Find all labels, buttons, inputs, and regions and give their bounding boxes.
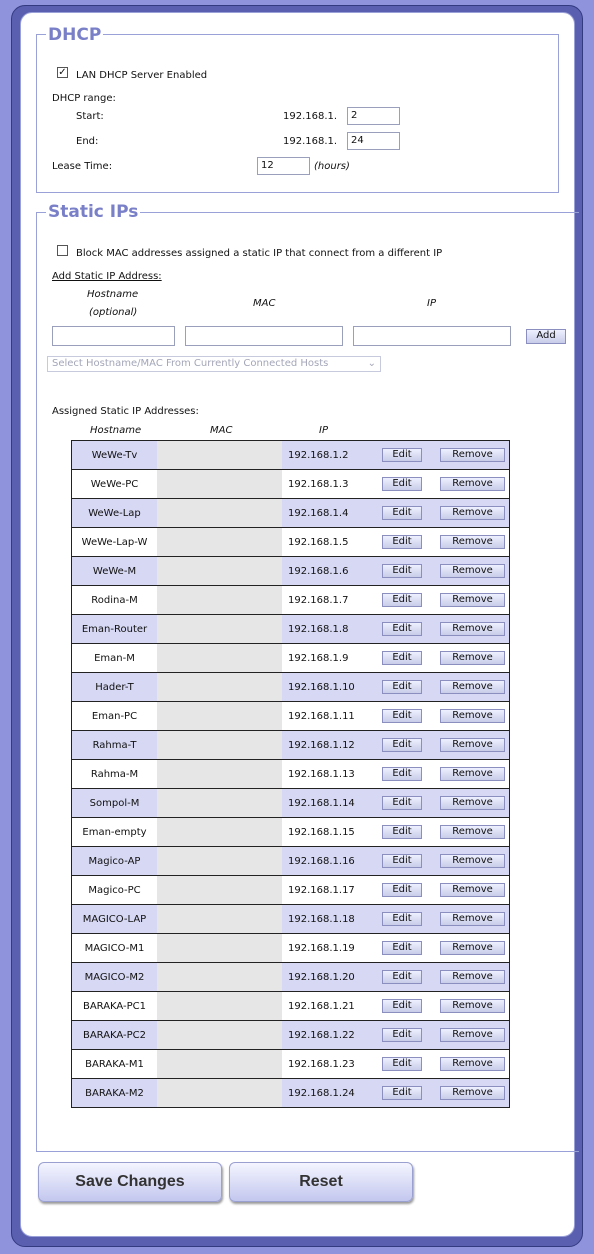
edit-button[interactable]: Edit	[382, 1086, 422, 1100]
table-row	[72, 528, 510, 557]
row-hostname: BARAKA-M2	[72, 1079, 158, 1108]
edit-button[interactable]: Edit	[382, 593, 422, 607]
row-actions	[376, 673, 510, 702]
row-actions	[376, 702, 510, 731]
table-row	[72, 702, 510, 731]
table-row	[72, 789, 510, 818]
edit-button[interactable]: Edit	[382, 738, 422, 752]
table-header-mac: MAC	[210, 425, 233, 436]
remove-button[interactable]: Remove	[440, 999, 505, 1013]
table-row	[72, 441, 510, 470]
remove-button[interactable]: Remove	[440, 825, 505, 839]
row-hostname: MAGICO-LAP	[72, 905, 158, 934]
table-row	[72, 731, 510, 760]
edit-button[interactable]: Edit	[382, 506, 422, 520]
row-actions	[376, 499, 510, 528]
row-ip: 192.168.1.20	[282, 963, 376, 992]
row-mac	[157, 818, 282, 847]
dhcp-enabled-checkbox[interactable]: ✓	[58, 67, 67, 78]
remove-button[interactable]: Remove	[440, 506, 505, 520]
row-hostname: Eman-PC	[72, 702, 158, 731]
save-changes-button[interactable]: Save Changes	[38, 1162, 222, 1202]
remove-button[interactable]: Remove	[440, 941, 505, 955]
row-hostname: Magico-PC	[72, 876, 158, 905]
remove-button[interactable]: Remove	[440, 651, 505, 665]
row-ip: 192.168.1.2	[282, 441, 376, 470]
edit-button[interactable]: Edit	[382, 970, 422, 984]
remove-button[interactable]: Remove	[440, 535, 505, 549]
block-mac-checkbox[interactable]	[57, 245, 68, 256]
new-mac-input[interactable]	[185, 326, 343, 346]
table-row	[72, 586, 510, 615]
table-row	[72, 499, 510, 528]
dhcp-end-prefix: 192.168.1.	[283, 136, 338, 147]
row-mac	[157, 673, 282, 702]
table-row	[72, 905, 510, 934]
row-ip: 192.168.1.8	[282, 615, 376, 644]
ip-column-label: IP	[427, 298, 436, 309]
dhcp-start-input[interactable]: 2	[347, 107, 400, 125]
reset-button[interactable]: Reset	[229, 1162, 413, 1202]
row-actions	[376, 934, 510, 963]
row-ip: 192.168.1.18	[282, 905, 376, 934]
row-ip: 192.168.1.5	[282, 528, 376, 557]
row-actions	[376, 470, 510, 499]
table-row	[72, 470, 510, 499]
row-mac	[157, 1021, 282, 1050]
table-row	[72, 992, 510, 1021]
hostname-optional-label: (optional)	[89, 307, 138, 318]
row-hostname: Eman-empty	[72, 818, 158, 847]
row-hostname: WeWe-Tv	[72, 441, 158, 470]
edit-button[interactable]: Edit	[382, 477, 422, 491]
row-ip: 192.168.1.15	[282, 818, 376, 847]
row-mac	[157, 789, 282, 818]
edit-button[interactable]: Edit	[382, 825, 422, 839]
remove-button[interactable]: Remove	[440, 883, 505, 897]
row-mac	[157, 1079, 282, 1108]
dhcp-enabled-label: LAN DHCP Server Enabled	[76, 70, 208, 81]
row-hostname: Rahma-M	[72, 760, 158, 789]
table-row	[72, 673, 510, 702]
row-ip: 192.168.1.11	[282, 702, 376, 731]
row-actions	[376, 644, 510, 673]
remove-button[interactable]: Remove	[440, 796, 505, 810]
row-ip: 192.168.1.24	[282, 1079, 376, 1108]
dhcp-legend: DHCP	[48, 25, 102, 45]
remove-button[interactable]: Remove	[440, 477, 505, 491]
row-mac	[157, 876, 282, 905]
row-hostname: Sompol-M	[72, 789, 158, 818]
edit-button[interactable]: Edit	[382, 535, 422, 549]
remove-button[interactable]: Remove	[440, 767, 505, 781]
row-hostname: MAGICO-M2	[72, 963, 158, 992]
remove-button[interactable]: Remove	[440, 448, 505, 462]
chevron-down-icon: ⌄	[367, 358, 376, 369]
remove-button[interactable]: Remove	[440, 738, 505, 752]
row-hostname: Hader-T	[72, 673, 158, 702]
edit-button[interactable]: Edit	[382, 709, 422, 723]
add-static-ip-title: Add Static IP Address:	[52, 271, 162, 282]
table-row	[72, 1079, 510, 1108]
row-ip: 192.168.1.23	[282, 1050, 376, 1079]
row-ip: 192.168.1.7	[282, 586, 376, 615]
row-mac	[157, 934, 282, 963]
edit-button[interactable]: Edit	[382, 1028, 422, 1042]
add-button[interactable]: Add	[526, 329, 566, 344]
row-ip: 192.168.1.16	[282, 847, 376, 876]
edit-button[interactable]: Edit	[382, 622, 422, 636]
remove-button[interactable]: Remove	[440, 709, 505, 723]
dhcp-end-input[interactable]: 24	[347, 132, 400, 150]
static-ips-legend: Static IPs	[48, 202, 139, 222]
row-actions	[376, 557, 510, 586]
row-actions	[376, 963, 510, 992]
row-actions	[376, 847, 510, 876]
row-ip: 192.168.1.13	[282, 760, 376, 789]
remove-button[interactable]: Remove	[440, 970, 505, 984]
row-ip: 192.168.1.12	[282, 731, 376, 760]
table-row	[72, 760, 510, 789]
row-mac	[157, 702, 282, 731]
new-ip-input[interactable]	[353, 326, 511, 346]
row-mac	[157, 615, 282, 644]
row-hostname: BARAKA-PC1	[72, 992, 158, 1021]
row-mac	[157, 557, 282, 586]
row-actions	[376, 876, 510, 905]
edit-button[interactable]: Edit	[382, 854, 422, 868]
block-mac-label: Block MAC addresses assigned a static IP that connect from a different IP	[76, 248, 443, 259]
row-hostname: Magico-AP	[72, 847, 158, 876]
row-mac	[157, 992, 282, 1021]
dhcp-range-label: DHCP range:	[52, 93, 116, 104]
table-row	[72, 963, 510, 992]
row-actions	[376, 441, 510, 470]
edit-button[interactable]: Edit	[382, 564, 422, 578]
edit-button[interactable]: Edit	[382, 912, 422, 926]
connected-hosts-select[interactable]	[47, 356, 381, 372]
edit-button[interactable]: Edit	[382, 680, 422, 694]
row-actions	[376, 992, 510, 1021]
edit-button[interactable]: Edit	[382, 941, 422, 955]
row-ip: 192.168.1.10	[282, 673, 376, 702]
row-mac	[157, 847, 282, 876]
row-ip: 192.168.1.17	[282, 876, 376, 905]
static-ip-table	[71, 440, 510, 1108]
dhcp-start-label: Start:	[76, 111, 104, 122]
row-actions	[376, 1021, 510, 1050]
row-ip: 192.168.1.22	[282, 1021, 376, 1050]
row-mac	[157, 731, 282, 760]
edit-button[interactable]: Edit	[382, 883, 422, 897]
row-hostname: WeWe-PC	[72, 470, 158, 499]
edit-button[interactable]: Edit	[382, 651, 422, 665]
edit-button[interactable]: Edit	[382, 796, 422, 810]
row-mac	[157, 586, 282, 615]
row-hostname: Rahma-T	[72, 731, 158, 760]
row-actions	[376, 818, 510, 847]
row-mac	[157, 499, 282, 528]
table-row	[72, 876, 510, 905]
table-row	[72, 644, 510, 673]
row-ip: 192.168.1.6	[282, 557, 376, 586]
row-hostname: Eman-Router	[72, 615, 158, 644]
row-mac	[157, 644, 282, 673]
new-hostname-input[interactable]	[52, 326, 175, 346]
remove-button[interactable]: Remove	[440, 854, 505, 868]
row-mac	[157, 760, 282, 789]
table-header-hostname: Hostname	[90, 425, 142, 436]
row-actions	[376, 760, 510, 789]
remove-button[interactable]: Remove	[440, 1028, 505, 1042]
row-mac	[157, 470, 282, 499]
edit-button[interactable]: Edit	[382, 1057, 422, 1071]
edit-button[interactable]: Edit	[382, 767, 422, 781]
table-row	[72, 1050, 510, 1079]
table-row	[72, 615, 510, 644]
lease-time-label: Lease Time:	[52, 161, 113, 172]
row-mac	[157, 528, 282, 557]
table-row	[72, 557, 510, 586]
row-actions	[376, 528, 510, 557]
remove-button[interactable]: Remove	[440, 564, 505, 578]
row-hostname: WeWe-Lap-W	[72, 528, 158, 557]
connected-hosts-select-text: Select Hostname/MAC From Currently Connected Hosts	[52, 358, 329, 369]
row-ip: 192.168.1.19	[282, 934, 376, 963]
dhcp-start-prefix: 192.168.1.	[283, 111, 338, 122]
row-mac	[157, 963, 282, 992]
assigned-static-title: Assigned Static IP Addresses:	[52, 406, 199, 417]
table-row	[72, 818, 510, 847]
row-actions	[376, 731, 510, 760]
mac-column-label: MAC	[253, 298, 276, 309]
remove-button[interactable]: Remove	[440, 593, 505, 607]
row-hostname: WeWe-M	[72, 557, 158, 586]
hostname-column-label: Hostname	[87, 289, 139, 300]
remove-button[interactable]: Remove	[440, 1057, 505, 1071]
row-actions	[376, 905, 510, 934]
row-hostname: WeWe-Lap	[72, 499, 158, 528]
row-actions	[376, 789, 510, 818]
row-mac	[157, 441, 282, 470]
row-hostname: BARAKA-PC2	[72, 1021, 158, 1050]
dhcp-end-label: End:	[76, 136, 99, 147]
row-ip: 192.168.1.14	[282, 789, 376, 818]
edit-button[interactable]: Edit	[382, 448, 422, 462]
table-row	[72, 847, 510, 876]
row-actions	[376, 1050, 510, 1079]
edit-button[interactable]: Edit	[382, 999, 422, 1013]
row-hostname: MAGICO-M1	[72, 934, 158, 963]
row-ip: 192.168.1.3	[282, 470, 376, 499]
row-hostname: Eman-M	[72, 644, 158, 673]
row-mac	[157, 905, 282, 934]
remove-button[interactable]: Remove	[440, 680, 505, 694]
remove-button[interactable]: Remove	[440, 1086, 505, 1100]
row-ip: 192.168.1.9	[282, 644, 376, 673]
remove-button[interactable]: Remove	[440, 622, 505, 636]
row-actions	[376, 615, 510, 644]
remove-button[interactable]: Remove	[440, 912, 505, 926]
row-actions	[376, 1079, 510, 1108]
row-ip: 192.168.1.21	[282, 992, 376, 1021]
table-header-ip: IP	[319, 425, 328, 436]
row-hostname: Rodina-M	[72, 586, 158, 615]
lease-time-unit: (hours)	[314, 161, 350, 172]
row-mac	[157, 1050, 282, 1079]
row-actions	[376, 586, 510, 615]
table-row	[72, 1021, 510, 1050]
row-hostname: BARAKA-M1	[72, 1050, 158, 1079]
table-row	[72, 934, 510, 963]
row-ip: 192.168.1.4	[282, 499, 376, 528]
lease-time-input[interactable]: 12	[257, 157, 310, 175]
